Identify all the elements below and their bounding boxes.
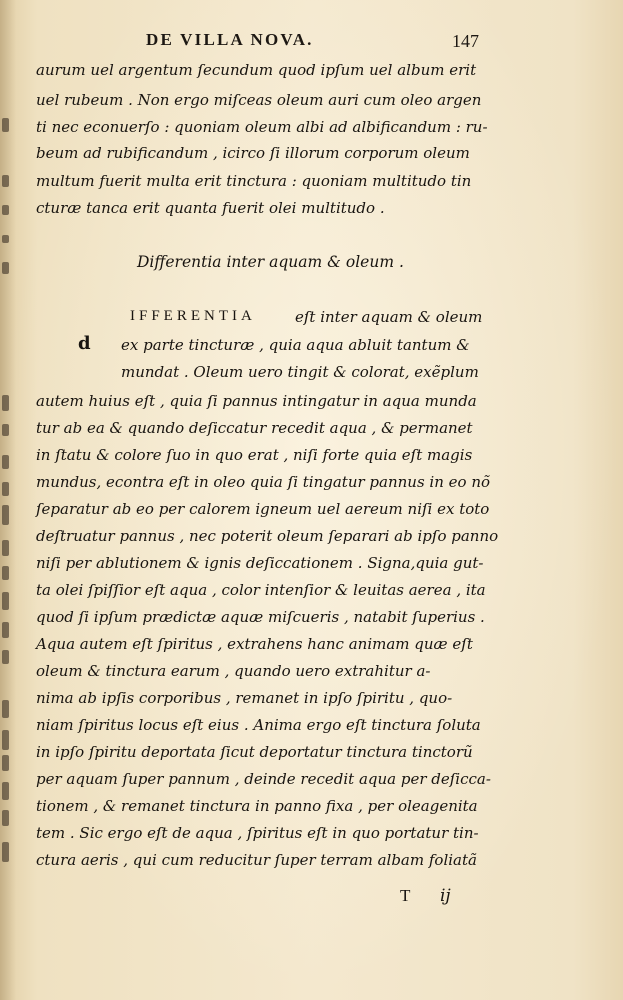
text-line: Aqua autem eſt ſpiritus , extrahens hanc animam quæ eſt (36, 635, 473, 653)
text-line: ex parte tincturæ , quia aqua abluit tantum & (121, 336, 470, 354)
text-line: in ipſo ſpiritu deportata ſicut deportatur tinctura tinctorũ (36, 743, 473, 761)
text-line: beum ad rubificandum , icirco ſi illorum corporum oleum (36, 144, 470, 162)
text-line: tionem , & remanet tinctura in panno fixa , per oleagenita (36, 797, 478, 815)
text-line: niam ſpiritus locus eſt eius . Anima ergo eſt tinctura ſoluta (36, 716, 481, 734)
text-line: ſeparatur ab eo per calorem igneum uel aereum niſi ex toto (36, 500, 490, 518)
text-line: cturæ tanca erit quanta fuerit olei multitudo . (36, 199, 385, 217)
signature-numeral: ij (440, 886, 451, 906)
text-line: ta olei ſpiſſior eſt aqua , color intenſior & leuitas aerea , ita (36, 581, 486, 599)
text-line: quod ſi ipſum prædictæ aquæ miſcueris , natabit ſuperius . (36, 608, 485, 626)
drop-caps-line-rest: eſt inter aquam & oleum (295, 308, 483, 326)
text-line: ti nec econuerſo : quoniam oleum albi ad albificandum : ru- (36, 118, 488, 136)
text-line: ctura aeris , qui cum reducitur ſuper terram albam foliatã (36, 851, 477, 869)
text-line: oleum & tinctura earum , quando uero extrahitur a- (36, 662, 431, 680)
text-line: per aquam ſuper pannum , deinde recedit aqua per deſicca- (36, 770, 491, 788)
page-number: 147 (452, 31, 479, 51)
text-line: deſtruatur pannus , nec poterit oleum ſeparari ab ipſo panno (36, 527, 499, 545)
text-line: tem . Sic ergo eſt de aqua , ſpiritus eſt in quo portatur tin- (36, 824, 479, 842)
signature-letter: T (400, 886, 411, 905)
text-line: mundus, econtra eſt in oleo quia ſi tingatur pannus in eo nõ (36, 473, 491, 491)
text-line: multum fuerit multa erit tinctura : quoniam multitudo tin (36, 172, 472, 190)
text-line: in ſtatu & colore ſuo in quo erat , niſi forte quia eſt magis (36, 446, 473, 464)
text-line: nima ab ipſis corporibus , remanet in ipſo ſpiritu , quo- (36, 689, 453, 707)
text-line: tur ab ea & quando deſiccatur recedit aqua , & permanet (36, 419, 473, 437)
drop-caps-word: IFFERENTIA (130, 308, 256, 324)
text-line: autem huius eſt , quia ſi pannus intingatur in aqua munda (36, 392, 477, 410)
text-line: uel rubeum . Non ergo miſceas oleum auri cum oleo argen (36, 91, 482, 109)
guide-letter: d (78, 333, 91, 354)
running-title: DE VILLA NOVA. (146, 30, 314, 49)
text-line: mundat . Oleum uero tingit & colorat, exẽplum (121, 363, 479, 381)
text-line: niſi per ablutionem & ignis deſiccationem . Signa,quia gut- (36, 554, 484, 572)
section-heading: Differentia inter aquam & oleum . (137, 253, 404, 271)
text-line: aurum uel argentum ſecundum quod ipſum uel album erit (36, 61, 477, 79)
